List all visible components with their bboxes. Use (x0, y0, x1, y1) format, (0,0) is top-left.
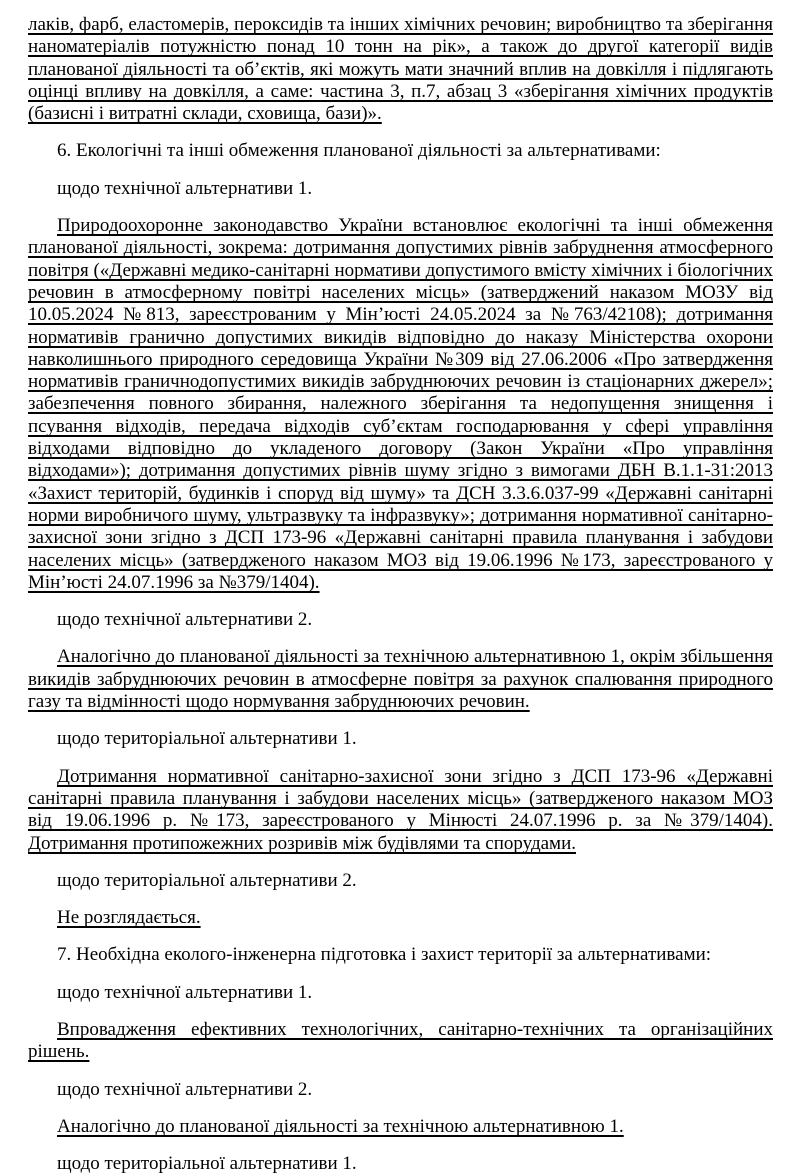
paragraph-3: щодо технічної альтернативи 1. (57, 177, 313, 199)
paragraph-8: Дотримання нормативної санітарно-захисної зони згідно з ДСП 173-96 «Державні санітарні правила планування і забудови населених місць» (затвердженого наказом МОЗ від 19.06.1996 р. №173, зареєстрованого у Мінюсті 24.07.1996 р. за №379/1404). Дотримання протипожежних розривів між будівлями та спорудами. (28, 765, 773, 854)
paragraph-10: Не розглядається. (57, 907, 201, 929)
paragraph-14: щодо технічної альтернативи 2. (57, 1078, 313, 1100)
paragraph-1: лаків, фарб, еластомерів, пероксидів та інших хімічних речовин; виробництво та зберігання наноматеріалів потужністю понад 10 тонн на рік», а також до другої категорії видів планованої діяльності та об’єктів, які можуть мати значний вплив на довкілля і підлягають оцінці впливу на довкілля, а саме: частина 3, п.7, абзац 3 «зберігання хімічних продуктів (базисні і витратні склади, сховища, бази)». (28, 14, 773, 125)
paragraph-11: 7. Необхідна еколого-інженерна підготовка і захист території за альтернативами: (57, 944, 712, 966)
document-body (28, 14, 773, 1175)
paragraph-13: Впровадження ефективних технологічних, санітарно-технічних та організаційних рішень. (28, 1018, 773, 1063)
paragraph-5: щодо технічної альтернативи 2. (57, 609, 313, 631)
paragraph-9: щодо територіальної альтернативи 2. (57, 869, 357, 891)
paragraph-12: щодо технічної альтернативи 1. (57, 981, 313, 1003)
paragraph-15: Аналогічно до планованої діяльності за технічною альтернативною 1. (57, 1115, 624, 1137)
paragraph-7: щодо територіальної альтернативи 1. (57, 728, 357, 750)
paragraph-4: Природоохоронне законодавство України встановлює екологічні та інші обмеження планованої діяльності, зокрема: дотримання допустимих рівнів забруднення атмосферного повітря («Державні медико-санітарні нормативи допустимого вмісту хімічних і біологічних речовин в атмосферному повітрі населених місць» (затверджений наказом МОЗУ від 10.05.2024 №813, зареєстрованим у Мін’юсті 24.05.2024 за №763/42108); дотримання нормативів гранично допустимих викидів відповідно до наказу Міністерства охорони навколишнього природного середовища України №309 від 27.06.2006 «Про затвердження нормативів граничнодопустимих викидів забруднюючих речовин із стаціонарних джерел»; забезпечення повного збирання, належного зберігання та недопущення знищення і псування відходів, передача відходів суб’єктам господарювання у сфері управління відходами відповідно до укладеного договору (Закон України «Про управління відходами»); дотримання допустимих рівнів шуму згідно з вимогами ДБН В.1.1-31:2013 «Захист територій, будинків і споруд від шуму» та ДСН 3.3.6.037-99 «Державні санітарні норми виробничого шуму, ультразвуку та інфразвуку»; дотримання нормативної санітарно-захисної зони згідно з ДСП 173-96 «Державні санітарні правила планування і забудови населених місць» (затвердженого наказом МОЗ від 19.06.1996 №173, зареєстрованого у Мін’юсті 24.07.1996 за №379/1404). (28, 215, 773, 593)
paragraph-16: щодо територіальної альтернативи 1. (57, 1153, 357, 1175)
paragraph-6: Аналогічно до планованої діяльності за технічною альтернативною 1, окрім збільшення викидів забруднюючих речовин в атмосферне повітря за рахунок спалювання природного газу та відмінності щодо нормування забруднюючих речовин. (28, 646, 773, 713)
paragraph-2: 6. Екологічні та інші обмеження планованої діяльності за альтернативами: (57, 140, 661, 162)
